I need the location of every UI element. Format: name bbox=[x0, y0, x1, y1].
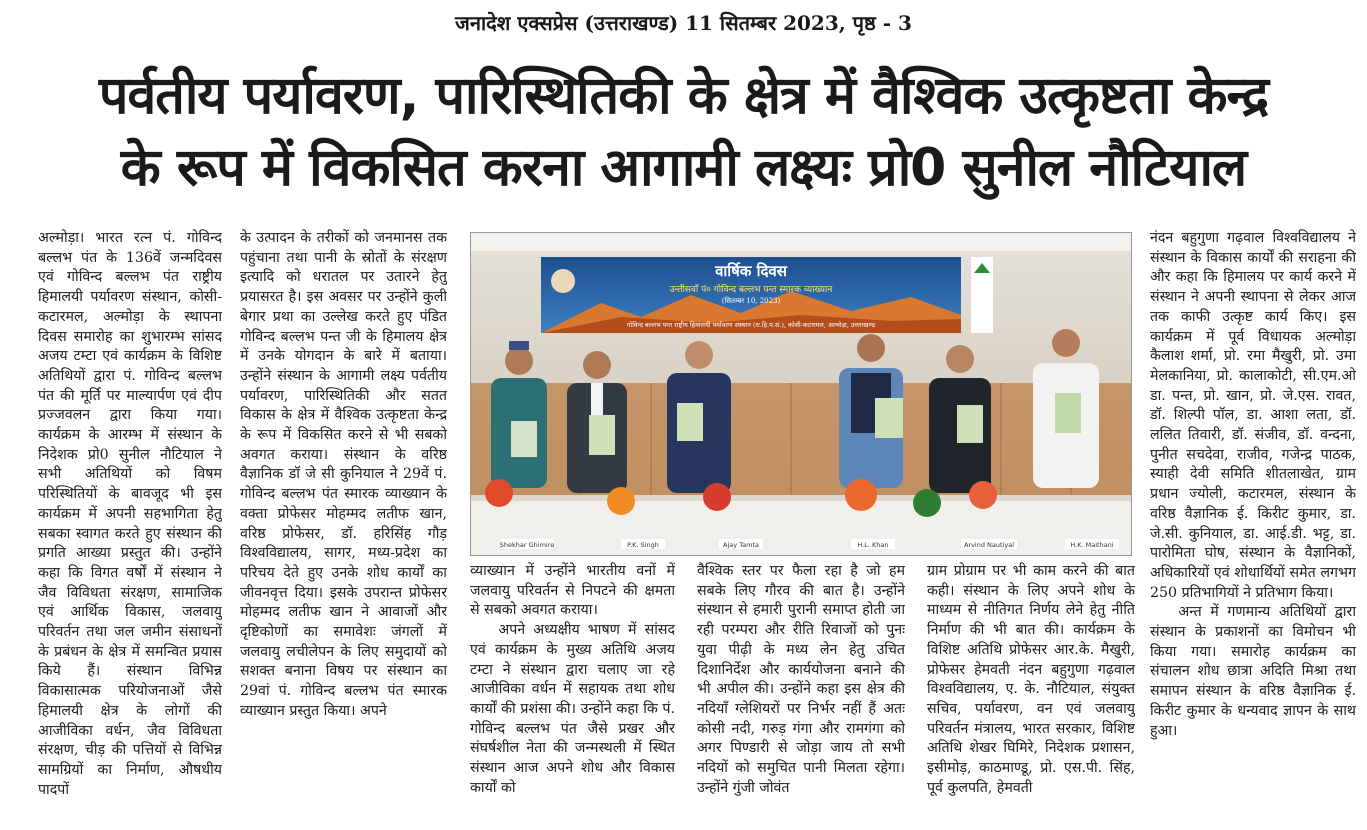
nameplate: Shekhar Ghimire bbox=[499, 541, 555, 549]
nameplate: Ajay Tamta bbox=[723, 541, 759, 549]
event-photo-illustration bbox=[471, 233, 1131, 555]
nameplate: P.K. Singh bbox=[627, 541, 659, 549]
banner-date: (सितम्बर 10, 2023) bbox=[721, 297, 781, 305]
article-column-4 bbox=[697, 562, 905, 825]
nameplate: H.K. Maithani bbox=[1070, 541, 1114, 549]
paragraph: वैश्विक स्तर पर फैला रहा है जो हम सबके लिए गौरव की बात है। उन्होंने संस्थान से हमारी पुरानी समाप्त होती जा रही परम्परा और रीति रिवाजों को पुनः युवा पीढ़ी के मध्य लेन हेतु उचित दिशानिर्देश और कार्ययोजना बनाने की भी अपील की। उन्होंने कहा इस क्षेत्र की नदियाँ ग्लेशियरों पर निर्भर नहीं हैं अतः कोसी नदी, गरुड़ गंगा और रामगंगा को अगर पिण्डारी से जोड़ा जाय तो सभी नदियों को समुचित पानी मिलता रहेगा। उन्होंने गुंजी जोवंत bbox=[697, 563, 905, 796]
headline-line-1: पर्वतीय पर्यावरण, पारिस्थितिकी के क्षेत्र में वैश्विक उत्कृष्टता केन्द्र bbox=[98, 66, 1269, 126]
head-table bbox=[471, 498, 1131, 555]
article-column-2 bbox=[240, 229, 447, 825]
banner-org: गोविन्द बल्लभ पन्त राष्ट्रीय हिमालयी पर्यावरण संस्थान (रा.हि.प.सं.), कोसी-कटारमल, अल्मोड़ा, उत्तराखण्ड bbox=[626, 321, 876, 329]
article-column-5 bbox=[927, 562, 1135, 825]
headline-line-2: के रूप में विकसित करना आगामी लक्ष्यः प्रो0 सुनील नौटियाल bbox=[120, 138, 1247, 198]
paragraph: अपने अध्यक्षीय भाषण में सांसद एवं कार्यक्रम के मुख्य अतिथि अजय टम्टा ने संस्थान द्वारा चलाए जा रहे आजीविका वर्धन में सहायक तथा शोध कार्यों की प्रशंसा की। उन्होंने कहा कि पं. गोविन्द बल्लभ पंत जैसे प्रखर और संघर्षशील नेता की जन्मस्थली में स्थित संस्थान आज अपने शोध और विकास कार्यों को bbox=[470, 622, 675, 796]
banner-title: वार्षिक दिवस bbox=[715, 262, 787, 280]
event-photo bbox=[470, 232, 1132, 556]
nameplate: Arvind Nautiyal bbox=[963, 541, 1015, 549]
article-column-1 bbox=[38, 229, 222, 825]
paragraph: ग्राम प्रोग्राम पर भी काम करने की बात कही। संस्थान के लिए अपने शोध के माध्यम से नीतिगत निर्णय लेने हेतु नीति निर्माण की भी बात की। कार्यक्रम के विशिष्ट अतिथि प्रोफेसर आर.के. मैखुरी, प्रोफेसर हेमवती नंदन बहुगुणा गढ़वाल विश्वविद्यालय, ए. के. नौटियाल, संयुक्त सचिव, पर्यावरण, वन एवं जलवायु परिवर्तन मंत्रालय, भारत सरकार, विशिष्ट अतिथि शेखर घिमिरे, निदेशक प्रशासन, इसीमोड़, काठमाण्डू, प्रो. एस.पी. सिंह, पूर्व कुलपति, हेमवती bbox=[927, 563, 1135, 796]
article-column-6 bbox=[1150, 229, 1356, 825]
paragraph: व्याख्यान में उन्होंने भारतीय वनों में जलवायु परिवर्तन से निपटने की क्षमता से सबको अवगत कराया। bbox=[470, 563, 675, 619]
portrait-icon bbox=[551, 269, 575, 293]
article-column-3 bbox=[470, 562, 675, 825]
paragraph: अन्त में गणमान्य अतिथियों द्वारा संस्थान के प्रकाशनों का विमोचन भी किया गया। समारोह कार्यक्रम का संचालन शोध छात्रा अदिति मिश्रा तथा समापन संस्थान के वरिष्ठ वैज्ञानिक ई. किरीट कुमार के धन्यवाद ज्ञापन के साथ हुआ। bbox=[1150, 604, 1356, 739]
paragraph: के उत्पादन के तरीकों को जनमानस तक पहुंचाना तथा पानी के स्रोतों के संरक्षण इत्यादि को धरातल पर उतारने हेतु प्रयासरत है। इस अवसर पर उन्होंने कुली बेगार प्रथा का उल्लेख करते हुए पंडित गोविन्द बल्लभ पन्त जी के हिमालय क्षेत्र में उनके योगदान के बारे में बताया। उन्होंने संस्थान के आगामी लक्ष्य पर्वतीय पर्यावरण, पारिस्थितिकी और सतत विकास के क्षेत्र में वैश्विक उत्कृष्टता केन्द्र के रूप में विकसित करने से भी सबको अवगत कराया। संस्थान के वरिष्ठ वैज्ञानिक डॉ जे सी कुनियाल ने 29वें पं. गोविन्द बल्लभ पंत स्मारक व्याख्यान के वक्ता प्रोफेसर मोहम्मद लतीफ खान, वरिष्ठ प्रोफेसर, डॉ. हरिसिंह गौड़ विश्वविद्यालय, सागर, मध्य-प्रदेश का परिचय देते हुए उनके शोध कार्यों का जीवनवृत्त दिया। इसके उपरान्त प्रोफेसर मोहम्मद लतीफ खान ने आवाजों और दृष्टिकोणों का समावेशः जंगलों में जलवायु लचीलेपन के लिए समुदायों को सशक्त बनाना विषय पर संस्थान का 29वां पं. गोविन्द बल्लभ पंत स्मारक व्याख्यान प्रस्तुत किया। अपने bbox=[240, 230, 447, 719]
nameplate: H.L. Khan bbox=[857, 541, 889, 549]
masthead: जनादेश एक्सप्रेस (उत्तराखण्ड) 11 सितम्बर 2023, पृष्ठ - 3 bbox=[455, 11, 912, 35]
headline bbox=[10, 60, 1357, 204]
paragraph: अल्मोड़ा। भारत रत्न पं. गोविन्द बल्लभ पंत के 136वें जन्मदिवस एवं गोविन्द बल्लभ पंत राष्ट्रीय हिमालयी पर्यावरण संस्थान, कोसी- कटारमल, अल्मोड़ा के स्थापना दिवस समारोह का शुभारम्भ सांसद अजय टम्टा एवं कार्यक्रम के विशिष्ट अतिथियों द्वारा पं. गोविन्द बल्लभ पंत की मूर्ति पर माल्यार्पण एवं दीप प्रज्जवलन द्वारा किया गया। कार्यक्रम के आरम्भ में संस्थान के निदेशक प्रो0 सुनील नौटियाल ने सभी अतिथियों को विषम परिस्थितियों के बावजूद भी इस कार्यक्रम में अपनी सहभागिता हेतु सबका स्वागत करते हुए संस्थान की प्रगति आख्या प्रस्तुत की। उन्होंने कहा कि विगत वर्षों में संस्थान ने जैव विविधता संरक्षण, सामाजिक एवं आर्थिक विकास, जलवायु परिवर्तन तथा जल जमीन संसाधनों के प्रबंधन के क्षेत्र में समन्वित प्रयास किये हैं। संस्थान विभिन्न विकासात्मक परियोजनाओं जैसे हिमालयी क्षेत्र के लोगों की आजीविका वर्धन, जैव विविधता संरक्षण, चीड़ की पत्तियों से विभिन्न सामग्रियों का निर्माण, औषधीय पादपों bbox=[38, 230, 222, 798]
paragraph: नंदन बहुगुणा गढ़वाल विश्वविद्यालय ने संस्थान के विकास कार्यों की सराहना की और कहा कि हिमालय पर कार्य करने में संस्थान ने अपनी स्थापना से लेकर आज तक काफी उत्कृष्ट कार्य किए। इस कार्यक्रम में पूर्व विधायक अल्मोड़ा कैलाश शर्मा, प्रो. रमा मैखुरी, प्रो. उमा मेलकानिया, प्रो. कालाकोटी, सी.एम.ओ डा. पन्त, प्रो. खान, प्रो. जे.एस. रावत, डॉ. शिल्पी पॉल, डा. आशा लता, डॉ. ललित तिवारी, डॉ. संजीव, डॉ. वन्दना, पुनीत सचदेवा, राजीव, गजेन्द्र पाठक, स्याही देवी समिति शीतलाखेत, ग्राम प्रधान ज्योली, कटारमल, संस्थान के वरिष्ठ वैज्ञानिक ई. किरीट कुमार, डा. जे.सी. कुनियाल, डा. आई.डी. भट्ट, डा. पारोमिता घोष, संस्थान के वैज्ञानिकों, अधिकारियों एवं शोधार्थियों समेत लगभग 250 प्रतिभागियों ने प्रतिभाग किया। bbox=[1150, 230, 1356, 601]
banner-subtitle: उन्तीसवाँ पं० गोविन्द बल्लभ पन्त स्मारक व्याख्यान bbox=[669, 285, 833, 295]
